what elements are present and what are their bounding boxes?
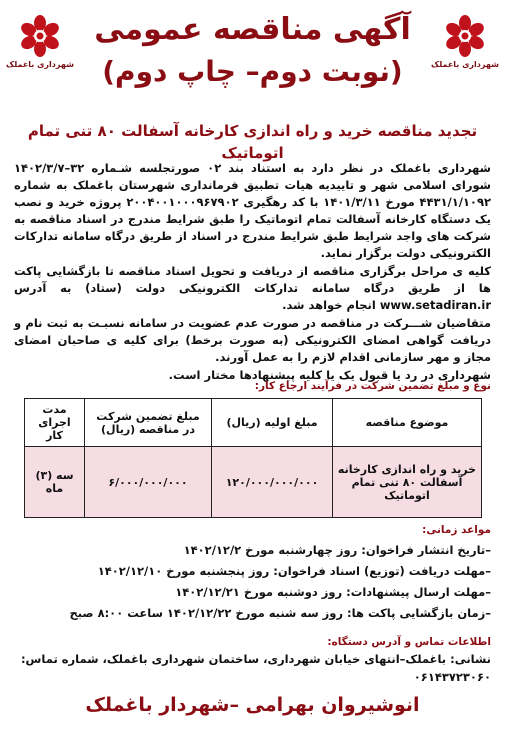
header-guarantee-amount: مبلغ تضمین شرکت در مناقصه (ریال) xyxy=(85,399,212,447)
dates-heading: مواعد زمانی: xyxy=(422,524,491,536)
municipality-logo-left xyxy=(6,14,74,76)
paragraph-intro: شهرداری باغملک در نظر دارد به استناد بند ۰۲ صورتجلسه شـماره ۳۲–۱۴۰۲/۳/۷ شورای اسلامی شهر و تاییدیه هیات تطبیق فرمانداری شهرستان باغملک به شماره ۴۴۳۱/۱/۱۰۹۲ مورخ ۱۴۰۱/۳/۱۱ با کد رهگیری ۲۰۰۴۰۰۱۰۰۰۹۶۷۹۰۲ پروژه خرید و نصب یک دستگاه کارخانه آسفالت تمام اتوماتیک را طبق شرایط مندرج در اسناد مناقصه به شرکت های واجد شرایط طبق شرایط مندرج در اسناد از طریق درگاه سامانه تدارکات الکترونیکی دولت برگزار نماید. xyxy=(14,161,491,260)
cell-guarantee-amount: ۶/۰۰۰/۰۰۰/۰۰۰ xyxy=(85,447,212,518)
notice-title: آگهی مناقصه عمومی xyxy=(94,12,411,47)
paragraph-registration: متقاضیان شـــرکت در مناقصه در صورت عدم عضویت در سامانه نسبـت به ثبت نام و دریافت گواهی امضای الکترونیکی (به صورت برخط) برای کلیه ی صاحبان امضای مجاز و مهر سازمانی اقدام لازم را به عمل آورند. xyxy=(14,316,491,364)
contact-heading: اطلاعات تماس و آدرس دستگاه: xyxy=(327,636,491,648)
tender-table xyxy=(24,398,482,518)
cell-initial-amount: ۱۲۰/۰۰۰/۰۰۰/۰۰۰ xyxy=(212,447,333,518)
dates-list xyxy=(14,540,491,624)
signature-line: انوشیروان بهرامی –شهردار باغملک xyxy=(85,694,420,716)
cell-duration: سه (۳) ماه xyxy=(25,447,85,518)
logo-caption: شهرداری باغملک xyxy=(6,60,74,69)
header-subject: موضوع مناقصه xyxy=(333,399,482,447)
notice-subtitle: تجدید مناقصه خرید و راه اندازی کارخانه آسفالت ۸۰ تنی تمام اتوماتیک xyxy=(27,122,478,162)
paragraph-process: کلیه ی مراحل برگزاری مناقصه از دریافت و تحویل اسناد مناقصه تا بازگشایی پاکت ها از طریق درگاه سامانه تدارکات الکترونیکی دولت (ستاد) به آدرس www.setadiran.ir انجام خواهد شد. xyxy=(14,264,491,312)
date-publish: –تاریخ انتشار فراخوان: روز چهارشنبه مورخ ۱۴۰۲/۱۲/۲ xyxy=(183,543,491,557)
municipality-logo-right xyxy=(431,14,499,76)
table-header-row xyxy=(25,399,482,447)
table-row xyxy=(25,447,482,518)
date-submission: –مهلت ارسال پیشنهادات: روز دوشنبه مورخ ۱۴۰۲/۱۲/۲۱ xyxy=(175,585,491,599)
date-opening: –زمان بازگشایی پاکت ها: روز سه شنبه مورخ ۱۴۰۲/۱۲/۲۲ ساعت ۸:۰۰ صبح xyxy=(69,606,491,620)
logo-caption: شهرداری باغملک xyxy=(431,60,499,69)
guarantee-heading: نوع و مبلغ تضمین شرکت در فرآیند ارجاع کار: xyxy=(254,380,491,392)
notice-body xyxy=(14,160,491,385)
paragraph-rights: شهرداری در رد یا قبول یک یا کلیه پیشنهادها مختار است. xyxy=(168,368,491,382)
flower-logo-icon xyxy=(443,14,487,58)
header-duration: مدت اجرای کار xyxy=(25,399,85,447)
contact-info: نشانی: باغملک–انتهای خیابان شهرداری، ساختمان شهرداری باغملک، شماره تماس: ۰۶۱۴۳۷۲۳۰۶۰ xyxy=(20,652,491,684)
header-initial-amount: مبلغ اولیه (ریال) xyxy=(212,399,333,447)
cell-subject: خرید و راه اندازی کارخانه آسفالت ۸۰ تنی تمام اتوماتیک xyxy=(333,447,482,518)
flower-logo-icon xyxy=(18,14,62,58)
notice-round: (نوبت دوم– چاپ دوم) xyxy=(102,55,403,88)
date-documents: –مهلت دریافت (توزیع) اسناد فراخوان: روز پنجشنبه مورخ ۱۴۰۲/۱۲/۱۰ xyxy=(97,564,491,578)
